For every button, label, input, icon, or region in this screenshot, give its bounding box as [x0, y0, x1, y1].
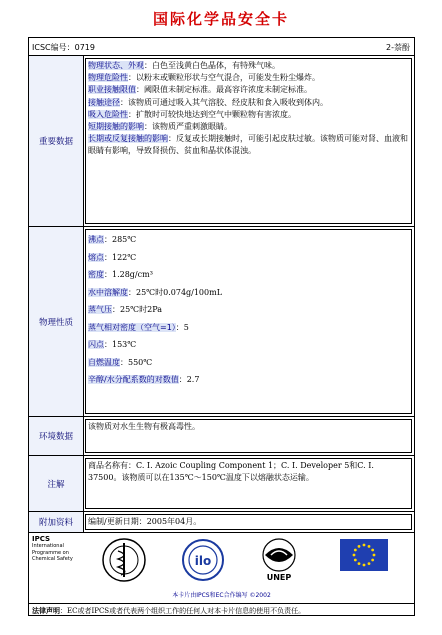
eu-star-icon: [373, 554, 376, 557]
property-value: ：1.28g/cm³: [104, 270, 153, 279]
section-label: 重要数据: [29, 56, 84, 226]
legal-notice-label: 法律声明: [32, 607, 60, 615]
property-key: 密度: [88, 270, 104, 279]
section-health: [29, 56, 414, 227]
unep-label: UNEP: [266, 573, 292, 582]
ipcs-line: International: [32, 543, 64, 550]
card-header: [29, 38, 414, 56]
eu-star-icon: [358, 545, 361, 548]
section-environment: [29, 417, 414, 456]
property-line: [88, 336, 409, 354]
property-key: 短期接触的影响: [88, 122, 144, 132]
property-line: [88, 231, 409, 249]
property-key: 接触途径: [88, 97, 120, 107]
eu-flag-icon: [340, 539, 388, 571]
section-label: 物理性质: [29, 227, 84, 416]
property-key: 水中溶解度: [88, 287, 128, 297]
eu-star-icon: [358, 562, 361, 565]
property-line: [88, 72, 409, 84]
property-line: [88, 266, 409, 284]
unep-emblem-icon: [255, 537, 303, 575]
eu-star-icon: [354, 549, 357, 552]
logo-strip: [29, 533, 414, 604]
property-key: 熔点: [88, 252, 104, 262]
ipcs-line: Programme on: [32, 549, 69, 556]
property-value: ：扩散时可较快地达到空气中颗粒物有害浓度。: [128, 109, 296, 119]
eu-star-icon: [371, 559, 374, 562]
property-line: [88, 319, 409, 337]
property-key: 职业接触限值: [88, 85, 136, 95]
eu-star-icon: [371, 549, 374, 552]
property-value: ：5: [175, 322, 189, 332]
ipcs-line: Chemical Safety: [32, 555, 73, 562]
property-value: ：白色至浅黄白色晶体，有特殊气味。: [144, 61, 280, 70]
eu-star-icon: [368, 545, 371, 548]
section-content: 编制/更新日期：2005年04月。: [85, 514, 412, 530]
icsc-card: [28, 37, 415, 616]
property-line: [88, 354, 409, 372]
property-value: ：153℃: [104, 340, 137, 349]
property-line: [88, 249, 409, 267]
property-line: [88, 84, 409, 96]
property-line: [88, 133, 409, 157]
eu-star-icon: [363, 564, 366, 567]
property-value: ：25℃时2Pa: [112, 305, 163, 314]
property-key: 长期或反复接触的影响: [88, 134, 168, 144]
property-key: 自燃温度: [88, 357, 120, 367]
card-title: 国际化学品安全卡: [152, 10, 289, 28]
property-key: 闪点: [88, 340, 104, 349]
section-content: [85, 229, 412, 414]
property-line: [88, 371, 409, 389]
section-label: 附加资料: [29, 512, 84, 532]
section-label: 环境数据: [29, 417, 84, 455]
property-line: [88, 121, 409, 133]
eu-star-icon: [354, 559, 357, 562]
property-key: 吸入危险性: [88, 109, 128, 119]
ilo-emblem-icon: [181, 537, 225, 583]
who-emblem-icon: [101, 537, 147, 583]
property-key: 物理状态、外观: [88, 61, 144, 70]
eu-star-icon: [363, 544, 366, 547]
legal-notice: [32, 606, 305, 616]
property-value: ：285℃: [104, 235, 137, 244]
property-key: 辛醇/水分配系数的对数值: [88, 375, 179, 384]
property-line: [88, 60, 409, 72]
section-content: 商品名称有：C. I. Azoic Coupling Component 1；C. I. Developer 5和C. I. 37500。该物质可以在135℃～150℃温度下以熔融状态运输。: [85, 458, 412, 509]
property-value: ：25℃时0.074g/100mL: [128, 287, 223, 297]
property-line: [88, 97, 409, 109]
property-key: 蒸气相对密度（空气=1）: [88, 322, 176, 332]
eu-star-icon: [368, 562, 371, 565]
property-line: [88, 109, 409, 121]
chemical-name: 2-萘酚: [386, 43, 410, 52]
svg-text:ilo: ilo: [194, 554, 212, 568]
eu-star-icon: [353, 554, 356, 557]
property-value: ：2.7: [178, 375, 200, 384]
section-content: [85, 58, 412, 224]
ipcs-title: IPCS: [32, 535, 51, 543]
icsc-number: ICSC编号：0719: [32, 43, 95, 52]
property-line: [88, 284, 409, 302]
property-line: [88, 301, 409, 319]
legal-notice-text: ：EC或者IPCS或者代表两个组织工作的任何人对本卡片信息的使用不负责任。: [60, 607, 306, 615]
property-value: ：阈限值未制定标准。最高容许浓度未制定标准。: [136, 85, 312, 95]
property-value: ：550℃: [120, 357, 153, 367]
property-key: 蒸气压: [88, 305, 112, 314]
property-key: 沸点: [88, 235, 104, 244]
section-notes: [29, 456, 414, 512]
ipcs-logo: [32, 536, 90, 562]
property-value: ：反复或长期接触时，可能引起皮肤过敏。该物质可能对肾、血液和眼睛有影响，导致肾损伤、贫血和晶状体混浊。: [88, 134, 408, 156]
section-content: 该物质对水生生物有极高毒性。: [85, 419, 412, 453]
credit-line: 本卡片由IPCS和EC合作编写 ©2002: [172, 592, 271, 599]
property-value: ：以粉末或颗粒形状与空气混合，可能发生粉尘爆炸。: [128, 73, 320, 83]
property-value: ：该物质可通过吸入其气溶胶、经皮肤和食入吸收到体内。: [120, 97, 328, 107]
section-label: 注解: [29, 456, 84, 511]
section-physical: [29, 227, 414, 417]
section-extra: [29, 512, 414, 533]
property-value: ：122℃: [104, 252, 137, 262]
property-value: ：该物质严重刺激眼睛。: [144, 122, 232, 132]
property-key: 物理危险性: [88, 73, 128, 83]
